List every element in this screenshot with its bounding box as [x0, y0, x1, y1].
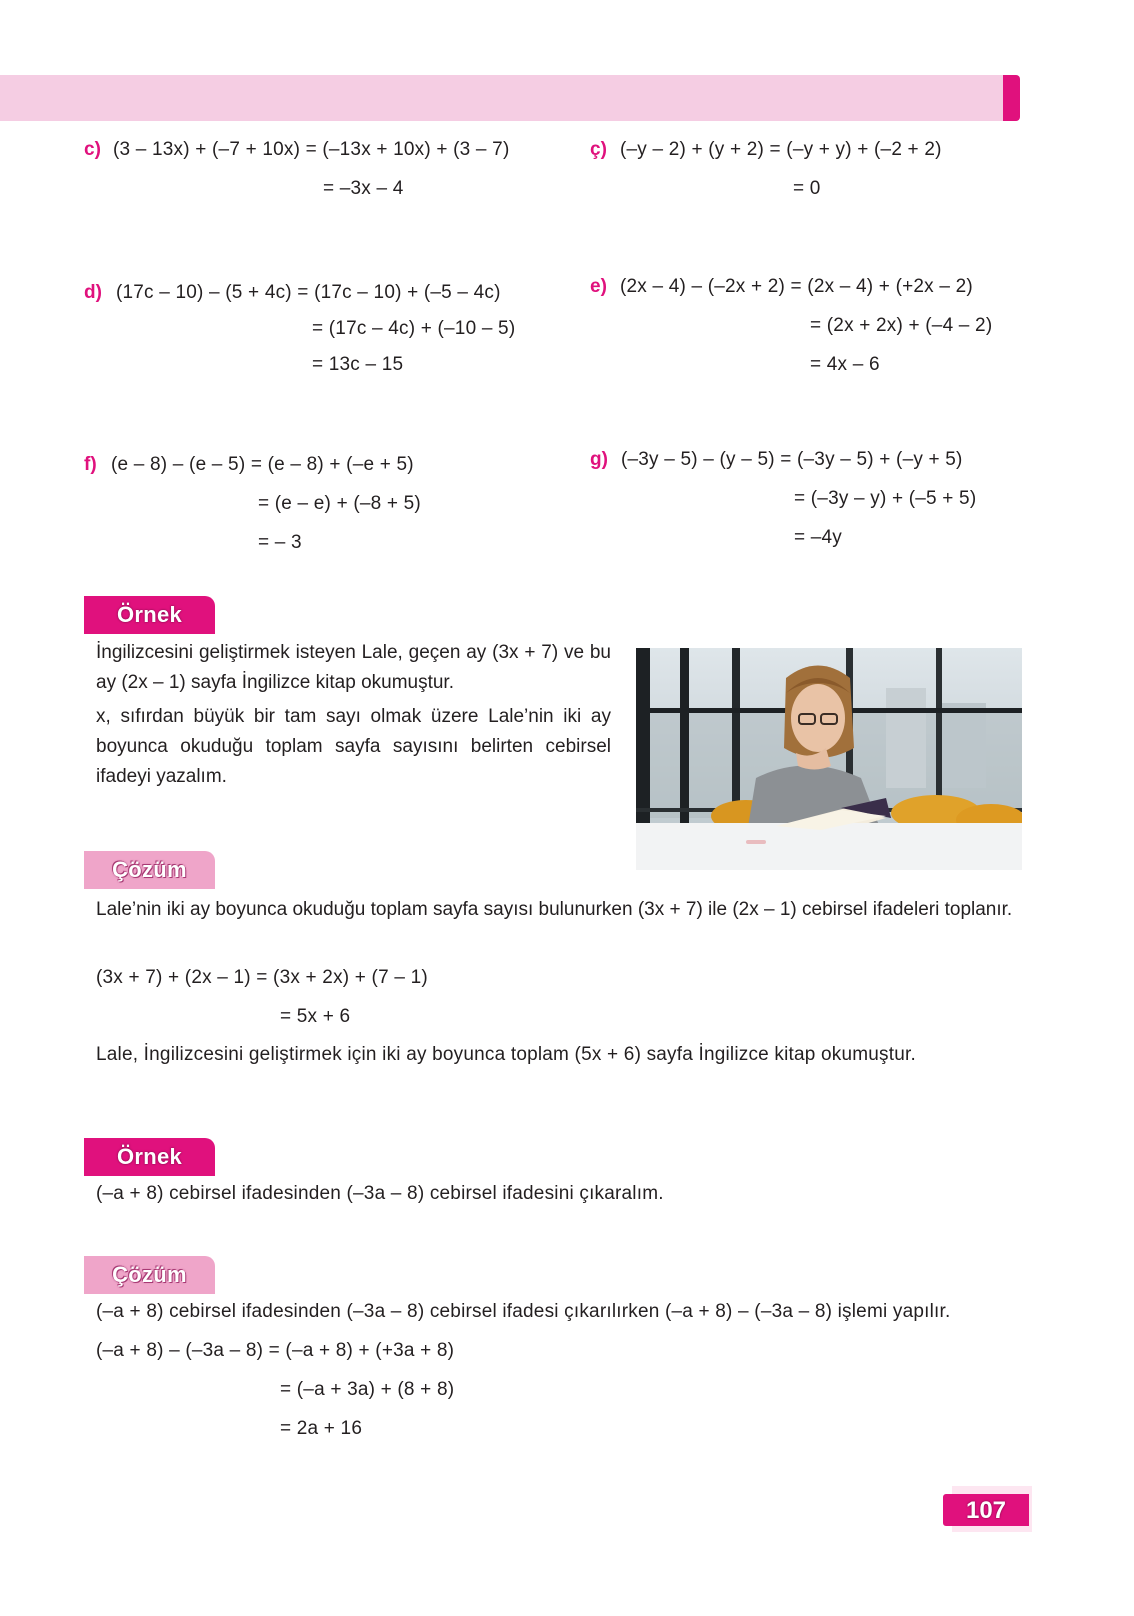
exercise-cc-label: ç) — [590, 139, 607, 160]
exercise-g-line3: = –4y — [794, 527, 843, 548]
page-number-badge — [943, 1494, 1029, 1526]
student-reading-photo — [636, 648, 1022, 870]
exercise-c-line2: = –3x – 4 — [323, 178, 404, 199]
cozum-badge-label: Çözüm — [112, 1262, 187, 1287]
header-tab — [1003, 75, 1020, 121]
exercise-f-label: f) — [84, 454, 97, 475]
exercise-e-line1: (2x – 4) – (–2x + 2) = (2x – 4) + (+2x – 2) — [620, 276, 973, 297]
exercise-d-line1: (17c – 10) – (5 + 4c) = (17c – 10) + (–5 – 4c) — [116, 282, 501, 303]
exercise-c-line1: (3 – 13x) + (–7 + 10x) = (–13x + 10x) + (3 – 7) — [113, 139, 510, 160]
exercise-c-label: c) — [84, 139, 101, 160]
exercise-f-line2: = (e – e) + (–8 + 5) — [258, 493, 421, 514]
exercise-g-line1: (–3y – 5) – (y – 5) = (–3y – 5) + (–y + 5) — [621, 449, 963, 470]
cozum-badge-label: Çözüm — [112, 857, 187, 882]
header-band — [0, 75, 1008, 121]
page-number: 107 — [965, 1497, 1007, 1524]
solution2-line1: (–a + 8) – (–3a – 8) = (–a + 8) + (+3a + 8) — [96, 1340, 455, 1361]
example1-paragraph1: İngilizcesini geliştirmek isteyen Lale, geçen ay (3x + 7) ve bu ay (2x – 1) sayfa İngilizce kitap okumuştur. — [96, 642, 611, 693]
exercise-e-line3: = 4x – 6 — [810, 354, 880, 375]
solution2-line2: = (–a + 3a) + (8 + 8) — [280, 1379, 455, 1400]
exercise-e-line2: = (2x + 2x) + (–4 – 2) — [810, 315, 993, 336]
cozum-badge — [84, 851, 215, 889]
solution2-line3: = 2a + 16 — [280, 1418, 363, 1439]
exercise-f-line1: (e – 8) – (e – 5) = (e – 8) + (–e + 5) — [111, 454, 414, 475]
example1-paragraph2: x, sıfırdan büyük bir tam sayı olmak üzere Lale’nin iki ay boyunca okuduğu toplam sayfa sayısını belirten cebirsel ifadeyi yazalım. — [96, 706, 611, 787]
solution1-paragraph1: Lale’nin iki ay boyunca okuduğu toplam sayfa sayısı bulunurken (3x + 7) ile (2x – 1) cebirsel ifadeleri toplanır. — [96, 899, 1013, 920]
ornek-badge-label: Örnek — [116, 602, 183, 627]
exercise-cc-line1: (–y – 2) + (y + 2) = (–y + y) + (–2 + 2) — [620, 139, 942, 160]
exercise-g-label: g) — [590, 449, 608, 470]
exercise-d-line3: = 13c – 15 — [312, 354, 404, 375]
example2-paragraph1: (–a + 8) cebirsel ifadesinden (–3a – 8) cebirsel ifadesini çıkaralım. — [96, 1183, 664, 1204]
cozum-badge — [84, 1256, 215, 1294]
exercise-cc-line2: = 0 — [793, 178, 821, 199]
ornek-badge — [84, 596, 215, 634]
solution1-paragraph2: Lale, İngilizcesini geliştirmek için iki ay boyunca toplam (5x + 6) sayfa İngilizce kitap okumuştur. — [96, 1044, 916, 1065]
solution2-paragraph1: (–a + 8) cebirsel ifadesinden (–3a – 8) cebirsel ifadesi çıkarılırken (–a + 8) – (–3a – 8) işlemi yapılır. — [96, 1301, 951, 1322]
exercise-f-line3: = – 3 — [258, 532, 302, 553]
ornek-badge — [84, 1138, 215, 1176]
exercise-g-line2: = (–3y – y) + (–5 + 5) — [794, 488, 977, 509]
exercise-d-label: d) — [84, 282, 102, 303]
exercise-d-line2: = (17c – 4c) + (–10 – 5) — [312, 318, 516, 339]
solution1-line1: (3x + 7) + (2x – 1) = (3x + 2x) + (7 – 1) — [96, 967, 428, 988]
exercise-e-label: e) — [590, 276, 607, 297]
ornek-badge-label: Örnek — [116, 1144, 183, 1169]
solution1-line2: = 5x + 6 — [280, 1006, 351, 1027]
